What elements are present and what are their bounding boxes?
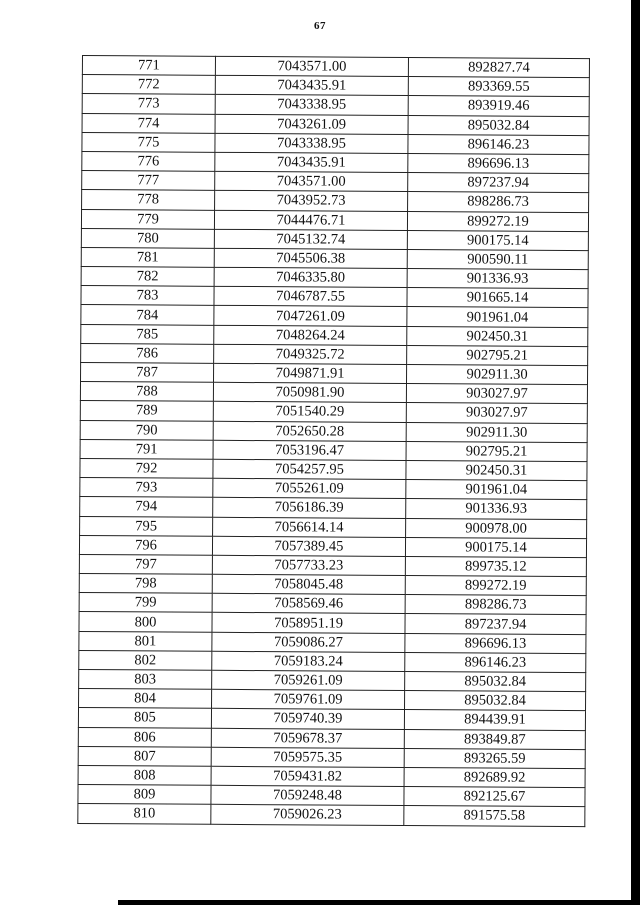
point-number-cell: 810 [78,804,211,824]
y-coordinate-cell: 901961.04 [406,480,587,500]
x-coordinate-cell: 7058045.48 [212,574,405,594]
y-coordinate-cell: 900978.00 [406,518,587,538]
table-row [80,401,587,423]
x-coordinate-cell: 7059678.37 [211,728,404,748]
point-number-cell: 772 [82,75,215,95]
x-coordinate-cell: 7048264.24 [214,325,407,345]
point-number-cell: 804 [79,689,212,709]
table-row [78,765,585,787]
x-coordinate-cell: 7059248.48 [211,785,404,805]
table-row [82,113,589,135]
y-coordinate-cell: 893369.55 [408,77,589,97]
y-coordinate-cell: 902795.21 [407,345,588,365]
x-coordinate-cell: 7046787.55 [214,287,407,307]
y-coordinate-cell: 896696.13 [408,153,589,173]
y-coordinate-cell: 895032.84 [405,691,586,711]
y-coordinate-cell: 892125.67 [404,787,585,807]
point-number-cell: 776 [82,151,215,171]
y-coordinate-cell: 891575.58 [404,806,585,826]
y-coordinate-cell: 892827.74 [408,57,589,77]
table-row [79,554,586,576]
x-coordinate-cell: 7059761.09 [212,689,405,709]
y-coordinate-cell: 902911.30 [406,422,587,442]
page-number: 67 [314,20,326,32]
table-row [81,247,588,269]
table-row [79,574,586,596]
point-number-cell: 779 [81,209,214,229]
x-coordinate-cell: 7043435.91 [215,76,408,96]
x-coordinate-cell: 7044476.71 [214,210,407,230]
point-number-cell: 800 [79,612,212,632]
x-coordinate-cell: 7059261.09 [212,670,405,690]
scan-edge-bottom [118,900,640,905]
coordinates-table-body [78,56,590,827]
x-coordinate-cell: 7059086.27 [212,632,405,652]
x-coordinate-cell: 7055261.09 [213,478,406,498]
table-row [80,497,587,519]
x-coordinate-cell: 7043571.00 [215,56,408,76]
y-coordinate-cell: 897237.94 [405,614,586,634]
x-coordinate-cell: 7059026.23 [211,805,404,825]
point-number-cell: 781 [81,247,214,267]
table-row [80,420,587,442]
x-coordinate-cell: 7043338.95 [215,133,408,153]
y-coordinate-cell: 895032.84 [408,115,589,135]
point-number-cell: 793 [80,478,213,498]
point-number-cell: 791 [80,439,213,459]
x-coordinate-cell: 7043952.73 [215,191,408,211]
x-coordinate-cell: 7059575.35 [211,747,404,767]
x-coordinate-cell: 7045506.38 [214,248,407,268]
point-number-cell: 788 [80,382,213,402]
table-row [80,478,587,500]
x-coordinate-cell: 7051540.29 [213,402,406,422]
y-coordinate-cell: 898286.73 [408,192,589,212]
table-row [78,785,585,807]
y-coordinate-cell: 901336.93 [407,269,588,289]
table-row [78,746,585,768]
point-number-cell: 806 [78,727,211,747]
y-coordinate-cell: 900175.14 [405,537,586,557]
y-coordinate-cell: 900175.14 [407,230,588,250]
x-coordinate-cell: 7049871.91 [214,363,407,383]
table-row [82,56,589,78]
point-number-cell: 797 [79,554,212,574]
x-coordinate-cell: 7059740.39 [211,709,404,729]
x-coordinate-cell: 7049325.72 [214,344,407,364]
point-number-cell: 802 [79,650,212,670]
table-row [79,689,586,711]
x-coordinate-cell: 7043435.91 [215,152,408,172]
point-number-cell: 773 [82,94,215,114]
y-coordinate-cell: 896696.13 [405,633,586,653]
table-row [79,631,586,653]
y-coordinate-cell: 899735.12 [405,556,586,576]
point-number-cell: 778 [82,190,215,210]
x-coordinate-cell: 7053196.47 [213,440,406,460]
table-row [81,305,588,327]
point-number-cell: 782 [81,267,214,287]
y-coordinate-cell: 902450.31 [407,326,588,346]
point-number-cell: 798 [79,574,212,594]
y-coordinate-cell: 902795.21 [406,441,587,461]
x-coordinate-cell: 7057389.45 [212,536,405,556]
table-row [80,458,587,480]
x-coordinate-cell: 7046335.80 [214,267,407,287]
x-coordinate-cell: 7056186.39 [213,498,406,518]
table-row [80,382,587,404]
point-number-cell: 780 [81,228,214,248]
point-number-cell: 790 [80,420,213,440]
point-number-cell: 807 [78,746,211,766]
table-row [79,669,586,691]
table-row [79,650,586,672]
y-coordinate-cell: 896146.23 [405,652,586,672]
y-coordinate-cell: 899272.19 [407,211,588,231]
point-number-cell: 808 [78,765,211,785]
point-number-cell: 786 [81,343,214,363]
x-coordinate-cell: 7047261.09 [214,306,407,326]
table-row [82,190,589,212]
point-number-cell: 771 [82,56,215,76]
point-number-cell: 789 [80,401,213,421]
point-number-cell: 785 [81,324,214,344]
x-coordinate-cell: 7059183.24 [212,651,405,671]
table-row [78,708,585,730]
point-number-cell: 783 [81,286,214,306]
table-row [78,727,585,749]
point-number-cell: 774 [82,113,215,133]
x-coordinate-cell: 7058569.46 [212,594,405,614]
point-number-cell: 792 [80,458,213,478]
x-coordinate-cell: 7054257.95 [213,459,406,479]
y-coordinate-cell: 897237.94 [408,173,589,193]
table-row [78,804,585,826]
y-coordinate-cell: 901961.04 [407,307,588,327]
x-coordinate-cell: 7058951.19 [212,613,405,633]
x-coordinate-cell: 7057733.23 [212,555,405,575]
point-number-cell: 796 [79,535,212,555]
point-number-cell: 801 [79,631,212,651]
y-coordinate-cell: 893849.87 [404,729,585,749]
x-coordinate-cell: 7052650.28 [213,421,406,441]
y-coordinate-cell: 903027.97 [406,384,587,404]
y-coordinate-cell: 893919.46 [408,96,589,116]
table-row [82,94,589,116]
coordinates-table-container [77,55,586,827]
point-number-cell: 795 [80,516,213,536]
table-row [81,324,588,346]
x-coordinate-cell: 7043571.00 [215,171,408,191]
point-number-cell: 799 [79,593,212,613]
y-coordinate-cell: 893265.59 [404,748,585,768]
y-coordinate-cell: 895032.84 [405,671,586,691]
table-row [81,209,588,231]
y-coordinate-cell: 901336.93 [406,499,587,519]
y-coordinate-cell: 900590.11 [407,249,588,269]
table-row [82,75,589,97]
table-row [81,286,588,308]
table-row [79,593,586,615]
y-coordinate-cell: 892689.92 [404,767,585,787]
point-number-cell: 784 [81,305,214,325]
x-coordinate-cell: 7056614.14 [213,517,406,537]
table-row [82,151,589,173]
y-coordinate-cell: 901665.14 [407,288,588,308]
table-row [82,171,589,193]
x-coordinate-cell: 7059431.82 [211,766,404,786]
y-coordinate-cell: 903027.97 [406,403,587,423]
x-coordinate-cell: 7050981.90 [213,382,406,402]
x-coordinate-cell: 7043338.95 [215,95,408,115]
table-row [80,516,587,538]
y-coordinate-cell: 902450.31 [406,460,587,480]
table-row [82,132,589,154]
point-number-cell: 777 [82,171,215,191]
point-number-cell: 805 [78,708,211,728]
table-row [79,535,586,557]
point-number-cell: 803 [79,669,212,689]
table-row [81,267,588,289]
x-coordinate-cell: 7043261.09 [215,114,408,134]
point-number-cell: 787 [81,362,214,382]
point-number-cell: 794 [80,497,213,517]
coordinates-table [77,55,590,827]
scan-edge-right [631,0,640,905]
y-coordinate-cell: 894439.91 [404,710,585,730]
x-coordinate-cell: 7045132.74 [214,229,407,249]
table-row [81,343,588,365]
point-number-cell: 775 [82,132,215,152]
table-row [81,362,588,384]
table-row [80,439,587,461]
table-row [79,612,586,634]
y-coordinate-cell: 902911.30 [406,364,587,384]
y-coordinate-cell: 899272.19 [405,576,586,596]
point-number-cell: 809 [78,785,211,805]
y-coordinate-cell: 896146.23 [408,134,589,154]
y-coordinate-cell: 898286.73 [405,595,586,615]
table-row [81,228,588,250]
